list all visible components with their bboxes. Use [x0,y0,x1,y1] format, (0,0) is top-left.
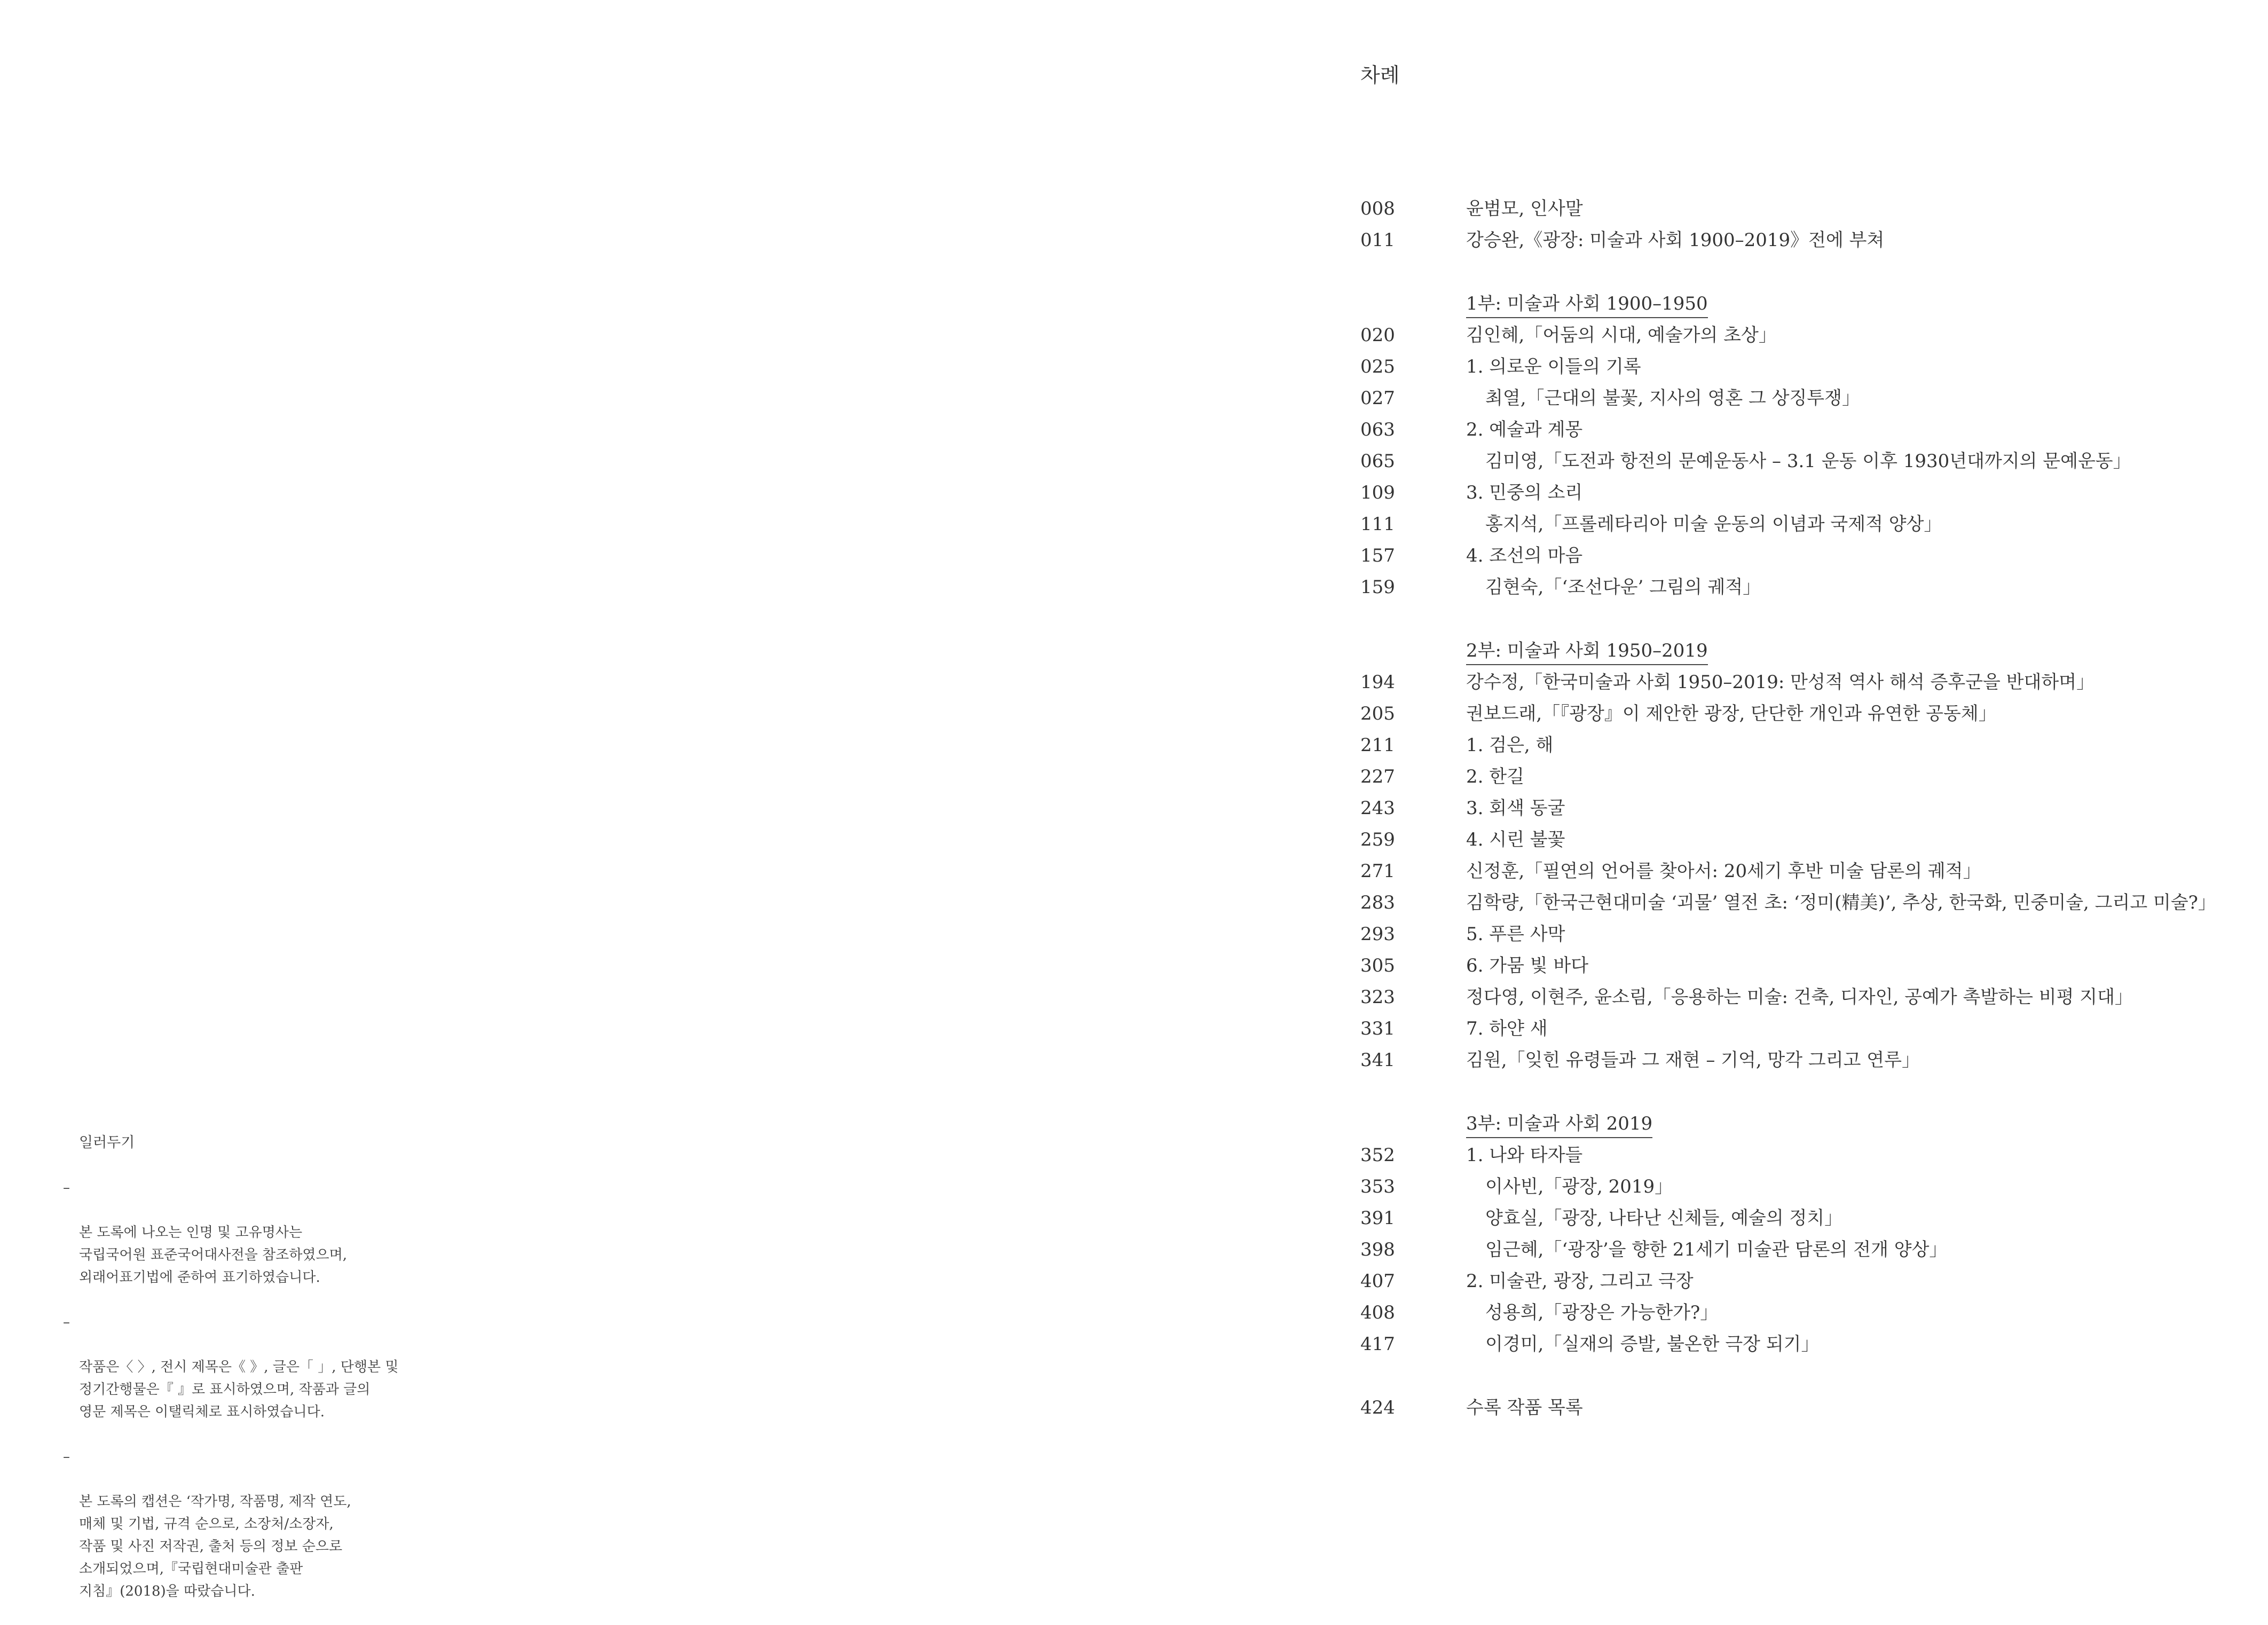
toc-row[interactable] [1360,572,2247,603]
toc-entry-text: 3. 민중의 소리 [1466,482,1583,503]
toc-entry-text: 1. 나와 타자들 [1466,1145,1583,1166]
toc-row[interactable] [1360,761,2247,793]
toc-entry-text: 4. 조선의 마음 [1466,545,1583,566]
toc-entry-text: 수록 작품 목록 [1466,1397,1583,1418]
toc-page-number: 020 [1360,325,1395,346]
toc-entry-text: 강수정,「한국미술과 사회 1950–2019: 만성적 역사 해석 증후군을 반대하며」 [1466,672,2095,693]
toc-entry-text: 홍지석,「프롤레타리아 미술 운동의 이념과 국제적 양상」 [1485,514,1942,535]
toc-page-number: 065 [1360,451,1395,472]
toc-row[interactable] [1360,540,2247,572]
toc-entry-text: 성용희,「광장은 가능한가?」 [1485,1302,1719,1323]
left-page [0,0,1134,1599]
note-text: 본 도록의 캡션은 ‘작가명, 작품명, 제작 연도, 매체 및 기법, 규격 순으로, 소장처/소장자, 작품 및 사진 저작권, 출처 등의 정보 순으로 소개되었으며,『국립현대미술관 출판 지침』(2018)을 따랐습니다. [79,1494,351,1599]
toc-page-number: 159 [1360,577,1395,598]
section-title: 1부: 미술과 사회 1900–1950 [1466,290,1708,318]
toc-page-number: 417 [1360,1334,1395,1355]
toc-page-number: 205 [1360,703,1395,724]
toc-page-number: 305 [1360,955,1395,976]
spacer [1360,1076,2247,1108]
toc-page-number: 194 [1360,672,1395,693]
note-item [63,1311,447,1423]
toc-row[interactable] [1360,856,2247,887]
toc-row[interactable] [1360,919,2247,950]
toc-page-number: 293 [1360,924,1395,945]
note-item [63,1177,447,1289]
spacer [1360,256,2247,288]
section-title: 3부: 미술과 사회 2019 [1466,1110,1652,1138]
toc-entry-text: 김미영,「도전과 항전의 문예운동사 – 3.1 운동 이후 1930년대까지의 문예운동」 [1485,451,2131,472]
toc-page-number: 211 [1360,735,1395,756]
toc-entry-text: 2. 예술과 계몽 [1466,419,1583,440]
note-dash: – [63,1449,70,1465]
toc-row[interactable] [1360,1171,2247,1203]
toc-page-number: 271 [1360,861,1395,882]
toc-page-number: 027 [1360,388,1395,409]
toc-entry-text: 2. 한길 [1466,766,1524,787]
toc-entry-text: 권보드래,「『광장』이 제안한 광장, 단단한 개인과 유연한 공동체」 [1466,703,1997,724]
toc-row[interactable] [1360,351,2247,383]
right-page [1134,0,2268,1512]
toc-page-number: 111 [1360,514,1395,535]
toc-page-number: 353 [1360,1176,1395,1197]
toc-row[interactable] [1360,824,2247,856]
toc-section-heading [1360,1108,2247,1140]
toc-row[interactable] [1360,477,2247,509]
spacer [1360,1360,2247,1392]
toc-page-number: 025 [1360,356,1395,377]
note-dash: – [63,1314,70,1330]
note-dash: – [63,1180,70,1196]
toc-page-number: 227 [1360,766,1395,787]
toc-entry-text: 6. 가뭄 빛 바다 [1466,955,1589,976]
toc-page-number: 283 [1360,892,1395,913]
toc-entry-text: 3. 회색 동굴 [1466,798,1565,819]
toc-row[interactable] [1360,1013,2247,1045]
toc-page-number: 259 [1360,829,1395,850]
toc-page-number: 398 [1360,1239,1395,1260]
toc-page-number: 157 [1360,545,1395,566]
toc-row[interactable] [1360,1329,2247,1360]
toc-entry-text: 윤범모, 인사말 [1466,198,1583,219]
toc-page-number: 407 [1360,1271,1395,1292]
toc-page-number: 341 [1360,1050,1395,1071]
toc-row[interactable] [1360,730,2247,761]
toc-page-number: 391 [1360,1208,1395,1229]
toc-page-number: 063 [1360,419,1395,440]
toc-page-number: 408 [1360,1302,1395,1323]
toc-title: 차례 [1360,64,1400,87]
note-text: 작품은〈 〉, 전시 제목은《 》, 글은「 」, 단행본 및 정기간행물은『 』로 표시하였으며, 작품과 글의 영문 제목은 이탤릭체로 표시하였습니다. [79,1359,399,1420]
toc-row[interactable] [1360,1266,2247,1297]
toc-page-number: 008 [1360,198,1395,219]
toc-section-heading [1360,288,2247,320]
toc-row[interactable] [1360,446,2247,477]
table-of-contents [1360,193,2247,1424]
toc-row[interactable] [1360,698,2247,730]
toc-row[interactable] [1360,509,2247,540]
toc-row[interactable] [1360,1234,2247,1266]
toc-entry-text: 신정훈,「필연의 언어를 찾아서: 20세기 후반 미술 담론의 궤적」 [1466,861,1981,882]
toc-row[interactable] [1360,793,2247,824]
toc-entry-text: 임근혜,「‘광장’을 향한 21세기 미술관 담론의 전개 양상」 [1485,1239,1948,1260]
toc-row[interactable] [1360,982,2247,1013]
toc-row[interactable] [1360,1140,2247,1171]
toc-entry-text: 양효실,「광장, 나타난 신체들, 예술의 정치」 [1485,1208,1843,1229]
toc-entry-text: 김인혜,「어둠의 시대, 예술가의 초상」 [1466,325,1777,346]
toc-entry-text: 1. 검은, 해 [1466,735,1554,756]
toc-row[interactable] [1360,1203,2247,1234]
toc-entry-text: 1. 의로운 이들의 기록 [1466,356,1641,377]
toc-entry-text: 4. 시린 불꽃 [1466,829,1565,850]
toc-entry-text: 김학량,「한국근현대미술 ‘괴물’ 열전 초: ‘정미(精美)’, 추상, 한국화, 민중미술, 그리고 미술?」 [1466,892,2216,913]
section-title: 2부: 미술과 사회 1950–2019 [1466,637,1708,665]
toc-entry-text: 최열,「근대의 불꽃, 지사의 영혼 그 상징투쟁」 [1485,388,1860,409]
toc-page-number: 331 [1360,1018,1395,1039]
toc-entry-text: 7. 하얀 새 [1466,1018,1548,1039]
toc-entry-text: 강승완,《광장: 미술과 사회 1900–2019》전에 부쳐 [1466,230,1885,251]
toc-page-number: 323 [1360,987,1395,1008]
toc-entry-text: 김원,「잊힌 유령들과 그 재현 – 기억, 망각 그리고 연루」 [1466,1050,1920,1071]
toc-entry-text: 이사빈,「광장, 2019」 [1485,1176,1673,1197]
toc-row[interactable] [1360,887,2247,919]
toc-entry-text: 5. 푸른 사막 [1466,924,1565,945]
notes-heading: 일러두기 [79,1134,135,1151]
toc-row[interactable] [1360,320,2247,351]
note-item [63,1446,447,1603]
toc-section-heading [1360,635,2247,667]
toc-entry-text: 이경미,「실재의 증발, 불온한 극장 되기」 [1485,1334,1820,1355]
toc-row[interactable] [1360,193,2247,225]
toc-page-number: 424 [1360,1397,1395,1418]
toc-entry-text: 정다영, 이현주, 윤소림,「응용하는 미술: 건축, 디자인, 공예가 촉발하는 비평 지대」 [1466,987,2133,1008]
note-text: 본 도록에 나오는 인명 및 고유명사는 국립국어원 표준국어대사전을 참조하였으며, 외래어표기법에 준하여 표기하였습니다. [79,1225,347,1285]
toc-row[interactable] [1360,950,2247,982]
toc-page-number: 352 [1360,1145,1395,1166]
notes-block [63,1132,447,1625]
toc-row[interactable] [1360,1045,2247,1076]
toc-page-number: 011 [1360,230,1395,251]
toc-page-number: 109 [1360,482,1395,503]
spacer [1360,603,2247,635]
toc-entry-text: 김현숙,「‘조선다운’ 그림의 궤적」 [1485,577,1761,598]
toc-entry-text: 2. 미술관, 광장, 그리고 극장 [1466,1271,1694,1292]
toc-page-number: 243 [1360,798,1395,819]
toc-row[interactable] [1360,667,2247,698]
toc-row[interactable] [1360,383,2247,414]
toc-row[interactable] [1360,225,2247,256]
toc-row[interactable] [1360,414,2247,446]
toc-row[interactable] [1360,1297,2247,1329]
toc-row[interactable] [1360,1392,2247,1424]
